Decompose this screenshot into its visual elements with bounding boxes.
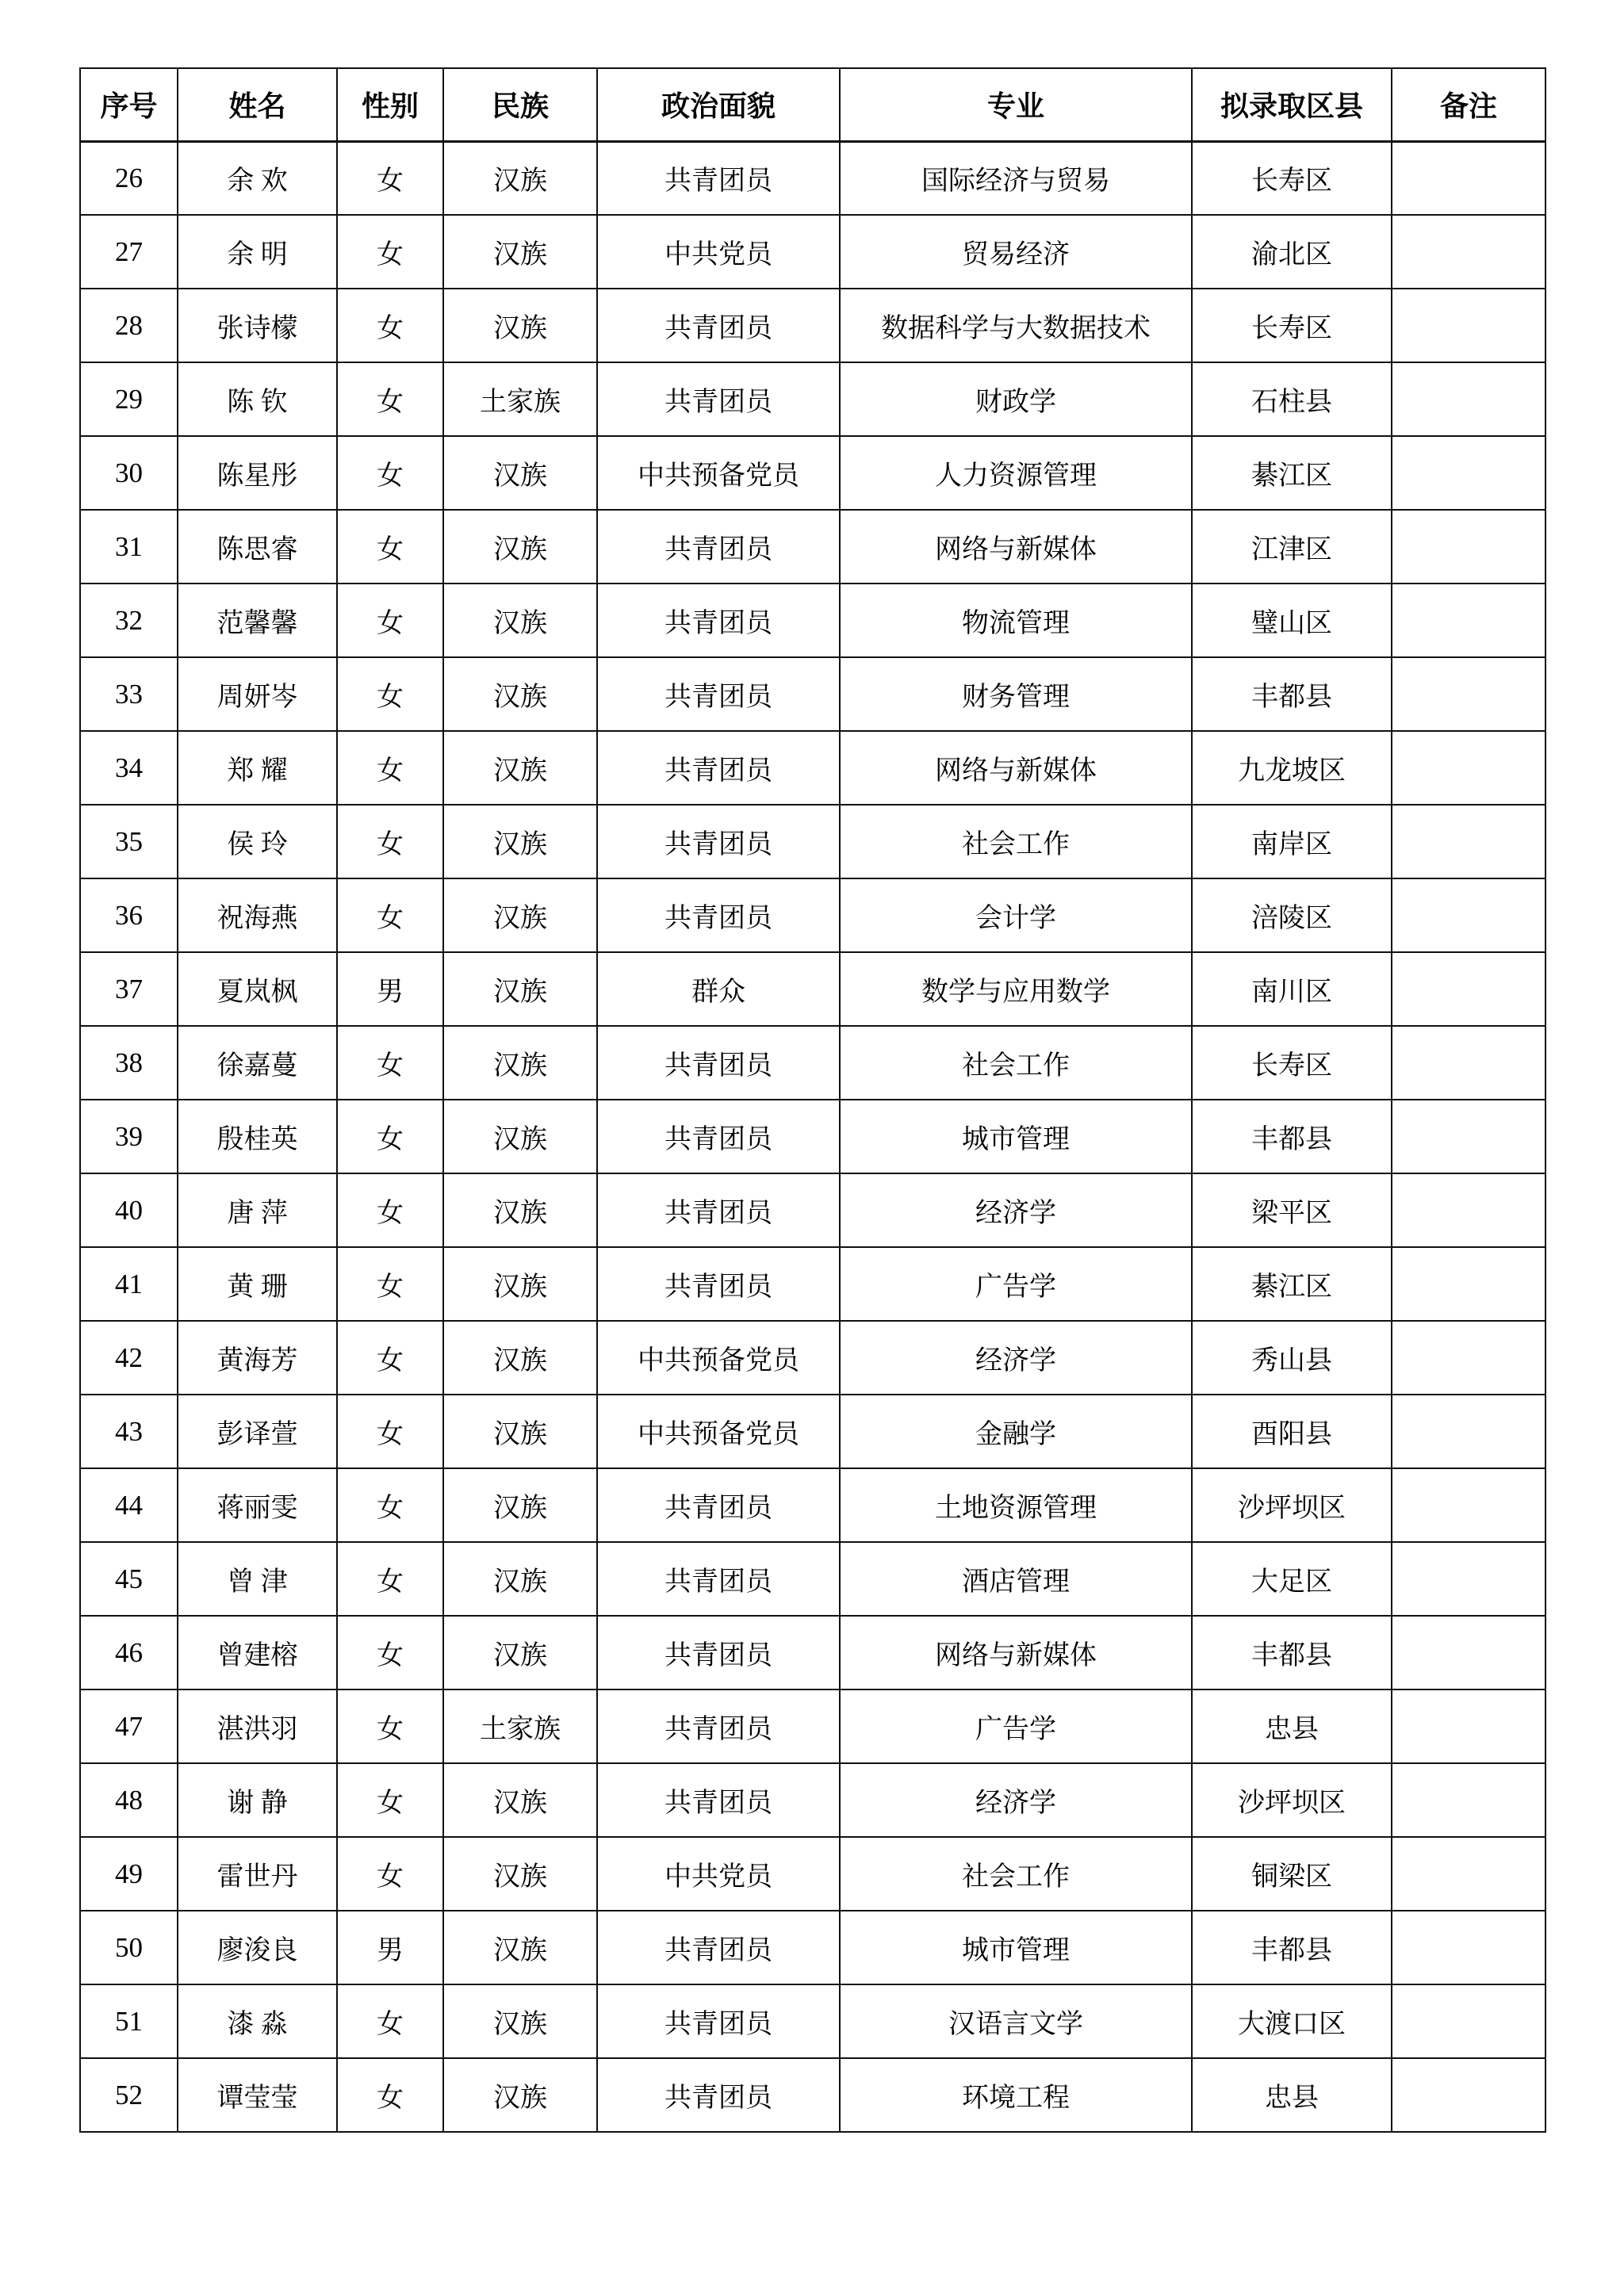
cell-remarks [1392,1100,1545,1173]
cell-political-status: 群众 [597,952,840,1026]
cell-political-status: 中共党员 [597,215,840,289]
cell-serial-number: 38 [80,1026,178,1100]
cell-major: 会计学 [840,878,1192,952]
cell-admission-district: 南岸区 [1192,805,1392,878]
cell-serial-number: 42 [80,1321,178,1395]
table-row [80,1763,1545,1837]
cell-admission-district: 长寿区 [1192,1026,1392,1100]
cell-admission-district: 秀山县 [1192,1321,1392,1395]
cell-name: 黄 珊 [178,1247,337,1321]
cell-major: 金融学 [840,1395,1192,1468]
cell-serial-number: 37 [80,952,178,1026]
cell-admission-district: 大足区 [1192,1542,1392,1616]
table-row [80,1837,1545,1911]
cell-serial-number: 31 [80,510,178,584]
cell-gender: 女 [337,1100,443,1173]
cell-gender: 女 [337,1616,443,1689]
cell-remarks [1392,1173,1545,1247]
cell-ethnicity: 汉族 [443,1468,597,1542]
cell-major: 环境工程 [840,2058,1192,2132]
column-header-name: 姓名 [178,68,337,141]
cell-remarks [1392,1542,1545,1616]
cell-serial-number: 49 [80,1837,178,1911]
cell-gender: 女 [337,584,443,657]
cell-remarks [1392,1689,1545,1763]
table-row [80,215,1545,289]
cell-gender: 女 [337,289,443,362]
cell-political-status: 共青团员 [597,2058,840,2132]
cell-admission-district: 石柱县 [1192,362,1392,436]
cell-name: 谢 静 [178,1763,337,1837]
table-row [80,436,1545,510]
cell-ethnicity: 汉族 [443,1395,597,1468]
cell-gender: 女 [337,731,443,805]
table-row [80,1100,1545,1173]
cell-major: 广告学 [840,1689,1192,1763]
cell-remarks [1392,731,1545,805]
table-row [80,1468,1545,1542]
cell-major: 国际经济与贸易 [840,141,1192,215]
cell-ethnicity: 土家族 [443,362,597,436]
cell-remarks [1392,1911,1545,1984]
cell-serial-number: 32 [80,584,178,657]
cell-name: 湛洪羽 [178,1689,337,1763]
column-header-serial-number: 序号 [80,68,178,141]
cell-name: 侯 玲 [178,805,337,878]
cell-remarks [1392,1837,1545,1911]
cell-gender: 女 [337,215,443,289]
cell-ethnicity: 汉族 [443,805,597,878]
cell-gender: 女 [337,1837,443,1911]
cell-remarks [1392,805,1545,878]
cell-serial-number: 33 [80,657,178,731]
cell-gender: 女 [337,1468,443,1542]
cell-major: 财政学 [840,362,1192,436]
cell-admission-district: 丰都县 [1192,1100,1392,1173]
cell-admission-district: 忠县 [1192,2058,1392,2132]
cell-major: 社会工作 [840,1837,1192,1911]
cell-ethnicity: 汉族 [443,1321,597,1395]
cell-serial-number: 26 [80,141,178,215]
cell-remarks [1392,1984,1545,2058]
cell-admission-district: 丰都县 [1192,657,1392,731]
cell-ethnicity: 汉族 [443,2058,597,2132]
cell-name: 范馨馨 [178,584,337,657]
cell-admission-district: 璧山区 [1192,584,1392,657]
cell-remarks [1392,1026,1545,1100]
cell-political-status: 中共预备党员 [597,1395,840,1468]
cell-serial-number: 44 [80,1468,178,1542]
cell-serial-number: 35 [80,805,178,878]
cell-name: 余 欢 [178,141,337,215]
cell-admission-district: 江津区 [1192,510,1392,584]
table-row [80,2058,1545,2132]
cell-name: 郑 耀 [178,731,337,805]
cell-admission-district: 涪陵区 [1192,878,1392,952]
table-row [80,1173,1545,1247]
cell-political-status: 中共党员 [597,1837,840,1911]
cell-major: 数学与应用数学 [840,952,1192,1026]
cell-remarks [1392,878,1545,952]
cell-major: 物流管理 [840,584,1192,657]
cell-serial-number: 51 [80,1984,178,2058]
cell-major: 社会工作 [840,805,1192,878]
cell-ethnicity: 汉族 [443,1173,597,1247]
cell-name: 殷桂英 [178,1100,337,1173]
cell-ethnicity: 汉族 [443,657,597,731]
cell-remarks [1392,952,1545,1026]
table-row [80,952,1545,1026]
cell-ethnicity: 汉族 [443,289,597,362]
cell-ethnicity: 土家族 [443,1689,597,1763]
column-header-major: 专业 [840,68,1192,141]
cell-name: 祝海燕 [178,878,337,952]
cell-remarks [1392,1468,1545,1542]
cell-gender: 女 [337,1247,443,1321]
table-row [80,1247,1545,1321]
cell-name: 彭译萱 [178,1395,337,1468]
cell-admission-district: 綦江区 [1192,436,1392,510]
cell-major: 经济学 [840,1321,1192,1395]
table-row [80,289,1545,362]
cell-major: 经济学 [840,1173,1192,1247]
cell-serial-number: 45 [80,1542,178,1616]
cell-name: 廖浚良 [178,1911,337,1984]
cell-major: 广告学 [840,1247,1192,1321]
cell-admission-district: 梁平区 [1192,1173,1392,1247]
cell-ethnicity: 汉族 [443,952,597,1026]
cell-major: 数据科学与大数据技术 [840,289,1192,362]
cell-admission-district: 南川区 [1192,952,1392,1026]
cell-admission-district: 綦江区 [1192,1247,1392,1321]
cell-admission-district: 长寿区 [1192,289,1392,362]
cell-ethnicity: 汉族 [443,1911,597,1984]
cell-serial-number: 41 [80,1247,178,1321]
cell-major: 酒店管理 [840,1542,1192,1616]
cell-gender: 女 [337,805,443,878]
cell-major: 土地资源管理 [840,1468,1192,1542]
table-row [80,1616,1545,1689]
cell-remarks [1392,141,1545,215]
table-row [80,1542,1545,1616]
cell-name: 曾 津 [178,1542,337,1616]
cell-remarks [1392,215,1545,289]
table-row [80,1689,1545,1763]
cell-political-status: 共青团员 [597,1542,840,1616]
cell-political-status: 共青团员 [597,1763,840,1837]
cell-name: 陈星彤 [178,436,337,510]
cell-major: 经济学 [840,1763,1192,1837]
cell-admission-district: 沙坪坝区 [1192,1763,1392,1837]
cell-serial-number: 36 [80,878,178,952]
cell-remarks [1392,436,1545,510]
cell-serial-number: 50 [80,1911,178,1984]
cell-major: 社会工作 [840,1026,1192,1100]
cell-admission-district: 沙坪坝区 [1192,1468,1392,1542]
table-header-row [80,68,1545,141]
cell-name: 余 明 [178,215,337,289]
cell-major: 城市管理 [840,1100,1192,1173]
cell-political-status: 共青团员 [597,362,840,436]
cell-name: 陈思睿 [178,510,337,584]
cell-admission-district: 九龙坡区 [1192,731,1392,805]
cell-gender: 女 [337,1689,443,1763]
cell-name: 张诗檬 [178,289,337,362]
cell-political-status: 共青团员 [597,289,840,362]
cell-admission-district: 酉阳县 [1192,1395,1392,1468]
cell-gender: 男 [337,1911,443,1984]
table-row [80,510,1545,584]
table-row [80,1911,1545,1984]
table-row [80,141,1545,215]
cell-gender: 女 [337,1321,443,1395]
cell-serial-number: 43 [80,1395,178,1468]
cell-political-status: 共青团员 [597,1911,840,1984]
cell-ethnicity: 汉族 [443,1984,597,2058]
table-body [80,141,1545,2132]
table-row [80,1984,1545,2058]
cell-gender: 女 [337,2058,443,2132]
table-row [80,584,1545,657]
cell-name: 陈 钦 [178,362,337,436]
cell-ethnicity: 汉族 [443,510,597,584]
cell-remarks [1392,584,1545,657]
cell-name: 曾建榕 [178,1616,337,1689]
cell-serial-number: 46 [80,1616,178,1689]
cell-ethnicity: 汉族 [443,1026,597,1100]
cell-serial-number: 30 [80,436,178,510]
cell-ethnicity: 汉族 [443,1837,597,1911]
cell-admission-district: 渝北区 [1192,215,1392,289]
cell-gender: 女 [337,1026,443,1100]
cell-ethnicity: 汉族 [443,141,597,215]
cell-major: 财务管理 [840,657,1192,731]
cell-gender: 女 [337,510,443,584]
cell-political-status: 共青团员 [597,1026,840,1100]
cell-name: 谭莹莹 [178,2058,337,2132]
cell-political-status: 中共预备党员 [597,1321,840,1395]
cell-name: 周妍岑 [178,657,337,731]
cell-political-status: 共青团员 [597,1468,840,1542]
column-header-remarks: 备注 [1392,68,1545,141]
column-header-political-status: 政治面貌 [597,68,840,141]
cell-political-status: 中共预备党员 [597,436,840,510]
table-row [80,1026,1545,1100]
cell-gender: 女 [337,362,443,436]
cell-name: 唐 萍 [178,1173,337,1247]
cell-major: 贸易经济 [840,215,1192,289]
cell-serial-number: 28 [80,289,178,362]
cell-gender: 男 [337,952,443,1026]
cell-major: 汉语言文学 [840,1984,1192,2058]
cell-major: 网络与新媒体 [840,1616,1192,1689]
cell-political-status: 共青团员 [597,731,840,805]
cell-name: 黄海芳 [178,1321,337,1395]
table-row [80,731,1545,805]
column-header-ethnicity: 民族 [443,68,597,141]
cell-political-status: 共青团员 [597,1984,840,2058]
cell-remarks [1392,1395,1545,1468]
cell-name: 蒋丽雯 [178,1468,337,1542]
cell-admission-district: 丰都县 [1192,1911,1392,1984]
cell-name: 徐嘉蔓 [178,1026,337,1100]
cell-ethnicity: 汉族 [443,1763,597,1837]
cell-political-status: 共青团员 [597,1689,840,1763]
cell-admission-district: 长寿区 [1192,141,1392,215]
cell-political-status: 共青团员 [597,510,840,584]
cell-serial-number: 47 [80,1689,178,1763]
cell-ethnicity: 汉族 [443,215,597,289]
cell-major: 网络与新媒体 [840,731,1192,805]
cell-political-status: 共青团员 [597,805,840,878]
cell-gender: 女 [337,1395,443,1468]
cell-political-status: 共青团员 [597,584,840,657]
cell-ethnicity: 汉族 [443,1616,597,1689]
cell-ethnicity: 汉族 [443,878,597,952]
cell-political-status: 共青团员 [597,1100,840,1173]
cell-major: 人力资源管理 [840,436,1192,510]
cell-remarks [1392,1616,1545,1689]
cell-remarks [1392,1321,1545,1395]
cell-gender: 女 [337,1984,443,2058]
cell-ethnicity: 汉族 [443,436,597,510]
cell-major: 网络与新媒体 [840,510,1192,584]
cell-gender: 女 [337,1763,443,1837]
cell-remarks [1392,510,1545,584]
admission-roster-table [79,67,1546,2133]
table-row [80,1395,1545,1468]
column-header-admission-district: 拟录取区县 [1192,68,1392,141]
cell-admission-district: 大渡口区 [1192,1984,1392,2058]
cell-gender: 女 [337,1173,443,1247]
cell-ethnicity: 汉族 [443,1100,597,1173]
cell-remarks [1392,289,1545,362]
cell-remarks [1392,2058,1545,2132]
cell-remarks [1392,362,1545,436]
column-header-gender: 性别 [337,68,443,141]
cell-admission-district: 铜梁区 [1192,1837,1392,1911]
cell-serial-number: 29 [80,362,178,436]
cell-admission-district: 忠县 [1192,1689,1392,1763]
cell-serial-number: 27 [80,215,178,289]
cell-remarks [1392,657,1545,731]
cell-serial-number: 34 [80,731,178,805]
cell-political-status: 共青团员 [597,1173,840,1247]
cell-admission-district: 丰都县 [1192,1616,1392,1689]
cell-political-status: 共青团员 [597,878,840,952]
table-row [80,878,1545,952]
cell-serial-number: 48 [80,1763,178,1837]
cell-name: 雷世丹 [178,1837,337,1911]
cell-major: 城市管理 [840,1911,1192,1984]
cell-ethnicity: 汉族 [443,584,597,657]
cell-political-status: 共青团员 [597,1247,840,1321]
cell-political-status: 共青团员 [597,657,840,731]
cell-ethnicity: 汉族 [443,1247,597,1321]
cell-gender: 女 [337,436,443,510]
cell-remarks [1392,1247,1545,1321]
cell-ethnicity: 汉族 [443,1542,597,1616]
cell-political-status: 共青团员 [597,1616,840,1689]
cell-gender: 女 [337,878,443,952]
cell-serial-number: 40 [80,1173,178,1247]
cell-serial-number: 52 [80,2058,178,2132]
cell-serial-number: 39 [80,1100,178,1173]
cell-gender: 女 [337,657,443,731]
table-row [80,362,1545,436]
cell-political-status: 共青团员 [597,141,840,215]
cell-gender: 女 [337,1542,443,1616]
table-row [80,657,1545,731]
cell-name: 漆 淼 [178,1984,337,2058]
table-row [80,805,1545,878]
table-row [80,1321,1545,1395]
cell-ethnicity: 汉族 [443,731,597,805]
cell-gender: 女 [337,141,443,215]
cell-name: 夏岚枫 [178,952,337,1026]
cell-remarks [1392,1763,1545,1837]
